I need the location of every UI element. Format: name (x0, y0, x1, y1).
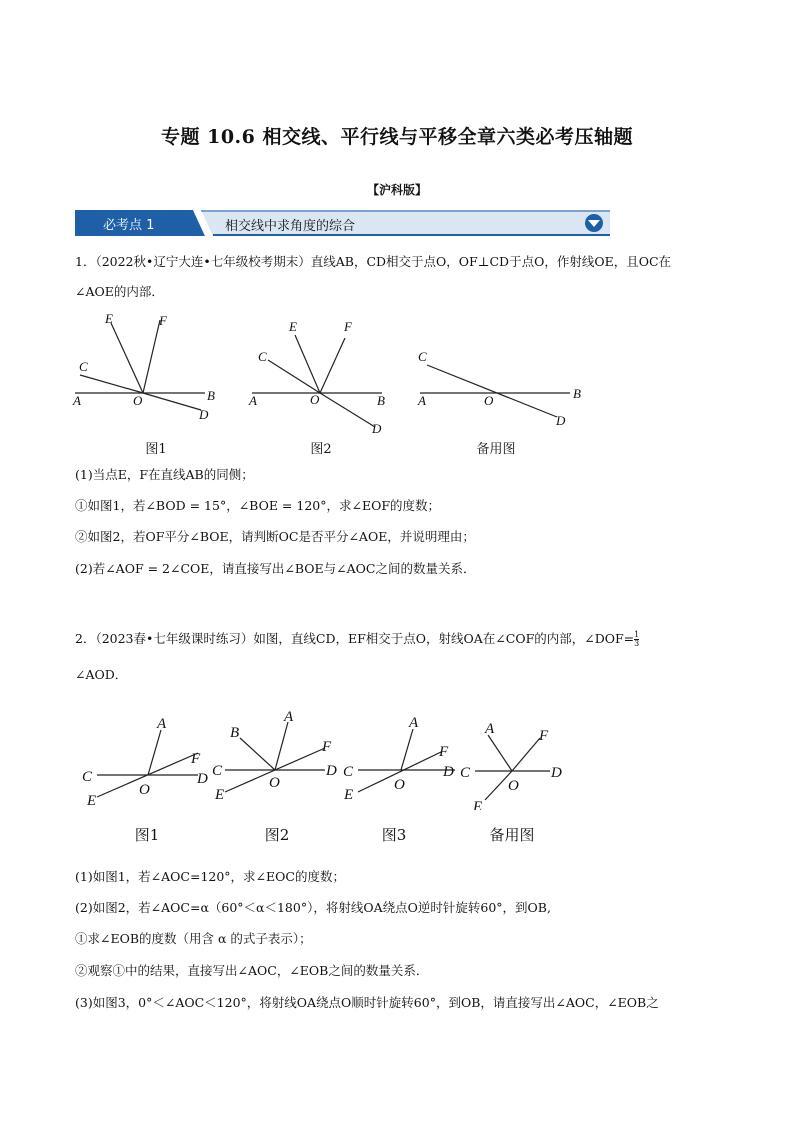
svg-text:D: D (326, 763, 337, 779)
svg-text:D: D (199, 407, 209, 422)
svg-text:E: E (215, 787, 225, 803)
svg-text:A: A (485, 721, 495, 737)
section-banner (75, 210, 610, 236)
svg-text:E: E (473, 799, 483, 810)
q1-part-1-sub2: ②如图2，若OF平分∠BOE，请判断OC是否平分∠AOE，并说明理由； (75, 529, 475, 544)
svg-text:A: A (157, 716, 167, 732)
svg-text:A: A (418, 393, 426, 408)
svg-text:A: A (284, 709, 294, 725)
svg-text:E: E (105, 311, 113, 326)
fraction-denominator: 3 (634, 639, 640, 648)
svg-text:C: C (460, 765, 471, 781)
fraction-numerator: 1 (634, 630, 640, 639)
q1-part-1: (1)当点E，F在直线AB的同侧； (75, 467, 254, 482)
svg-text:D: D (197, 771, 208, 787)
svg-text:C: C (418, 349, 427, 364)
svg-text:C: C (258, 349, 267, 364)
banner-tag: 必考点 1 (103, 218, 155, 233)
q2-part-2-sub1: ①求∠EOB的度数（用含 α 的式子表示）； (75, 931, 312, 946)
q2-caption-1: 图1 (134, 826, 160, 844)
q1-stem-line1: 1．（2022秋•辽宁大连•七年级校考期末）直线AB，CD相交于点O，OF⊥CD于点O，作射线OE，且OC在 (75, 254, 672, 269)
svg-text:O: O (484, 393, 494, 408)
svg-text:C: C (79, 359, 88, 374)
q1-caption-3: 备用图 (476, 442, 516, 457)
svg-text:F: F (322, 739, 332, 755)
q2-caption-4: 备用图 (489, 826, 535, 844)
svg-text:B: B (207, 388, 215, 403)
q2-stem-line1 (75, 630, 639, 648)
q1-stem-line2: ∠AOE的内部． (75, 284, 164, 299)
svg-text:C: C (82, 769, 93, 785)
svg-text:D: D (556, 413, 566, 428)
svg-text:F: F (344, 319, 352, 334)
svg-text:B: B (377, 393, 385, 408)
svg-text:A: A (249, 393, 257, 408)
q1-caption-1: 图1 (145, 442, 167, 457)
svg-text:A: A (409, 715, 419, 731)
svg-text:F: F (539, 728, 549, 744)
q1-part-2: (2)若∠AOF = 2∠COE，请直接写出∠BOE与∠AOC之间的数量关系． (75, 561, 476, 576)
edition-label: 【沪科版】 (366, 183, 427, 197)
q2-caption-3: 图3 (381, 826, 407, 844)
svg-text:O: O (269, 775, 280, 791)
page-title: 专题 10.6 相交线、平行线与平移全章六类必考压轴题 (160, 126, 633, 148)
banner-topic: 相交线中求角度的综合 (225, 219, 356, 234)
q2-part-2-sub2: ②观察①中的结果，直接写出∠AOC，∠EOB之间的数量关系． (75, 963, 429, 978)
svg-text:D: D (551, 765, 562, 781)
svg-text:D: D (443, 764, 454, 780)
svg-text:O: O (394, 777, 405, 793)
q2-stem-text: 2．（2023春•七年级课时练习）如图，直线CD，EF相交于点O，射线OA在∠COF的内部，∠DOF= (75, 631, 635, 646)
svg-text:F: F (439, 744, 449, 760)
svg-text:O: O (310, 392, 320, 407)
svg-text:B: B (230, 725, 240, 741)
q2-part-2: (2)如图2，若∠AOC=α（60°＜α＜180°），将射线OA绕点O逆时针旋转60°，到OB, (75, 900, 551, 915)
q1-figures (65, 305, 595, 435)
q2-part-1: (1)如图1，若∠AOC=120°，求∠EOC的度数； (75, 869, 345, 884)
fraction (634, 631, 639, 648)
q2-caption-2: 图2 (264, 826, 290, 844)
svg-text:E: E (87, 793, 97, 809)
svg-text:C: C (343, 764, 354, 780)
q1-caption-2: 图2 (310, 442, 332, 457)
q2-figures (75, 705, 575, 810)
q2-part-3: (3)如图3，0°＜∠AOC＜120°，将射线OA绕点O顺时针旋转60°，到OB，请直接写出∠AOC，∠EOB之 (75, 995, 659, 1010)
q2-stem-line2: ∠AOD． (75, 667, 128, 682)
svg-text:E: E (289, 319, 297, 334)
svg-text:A: A (73, 393, 81, 408)
svg-text:O: O (133, 393, 143, 408)
q1-part-1-sub1: ①如图1，若∠BOD = 15°，∠BOE = 120°，求∠EOF的度数； (75, 498, 441, 513)
svg-text:O: O (508, 778, 519, 794)
svg-text:C: C (212, 763, 223, 779)
svg-text:B: B (573, 386, 581, 401)
svg-text:D: D (372, 421, 382, 435)
svg-text:O: O (139, 782, 150, 798)
svg-text:F: F (191, 751, 201, 767)
svg-text:F: F (159, 313, 167, 328)
svg-text:E: E (344, 787, 354, 803)
